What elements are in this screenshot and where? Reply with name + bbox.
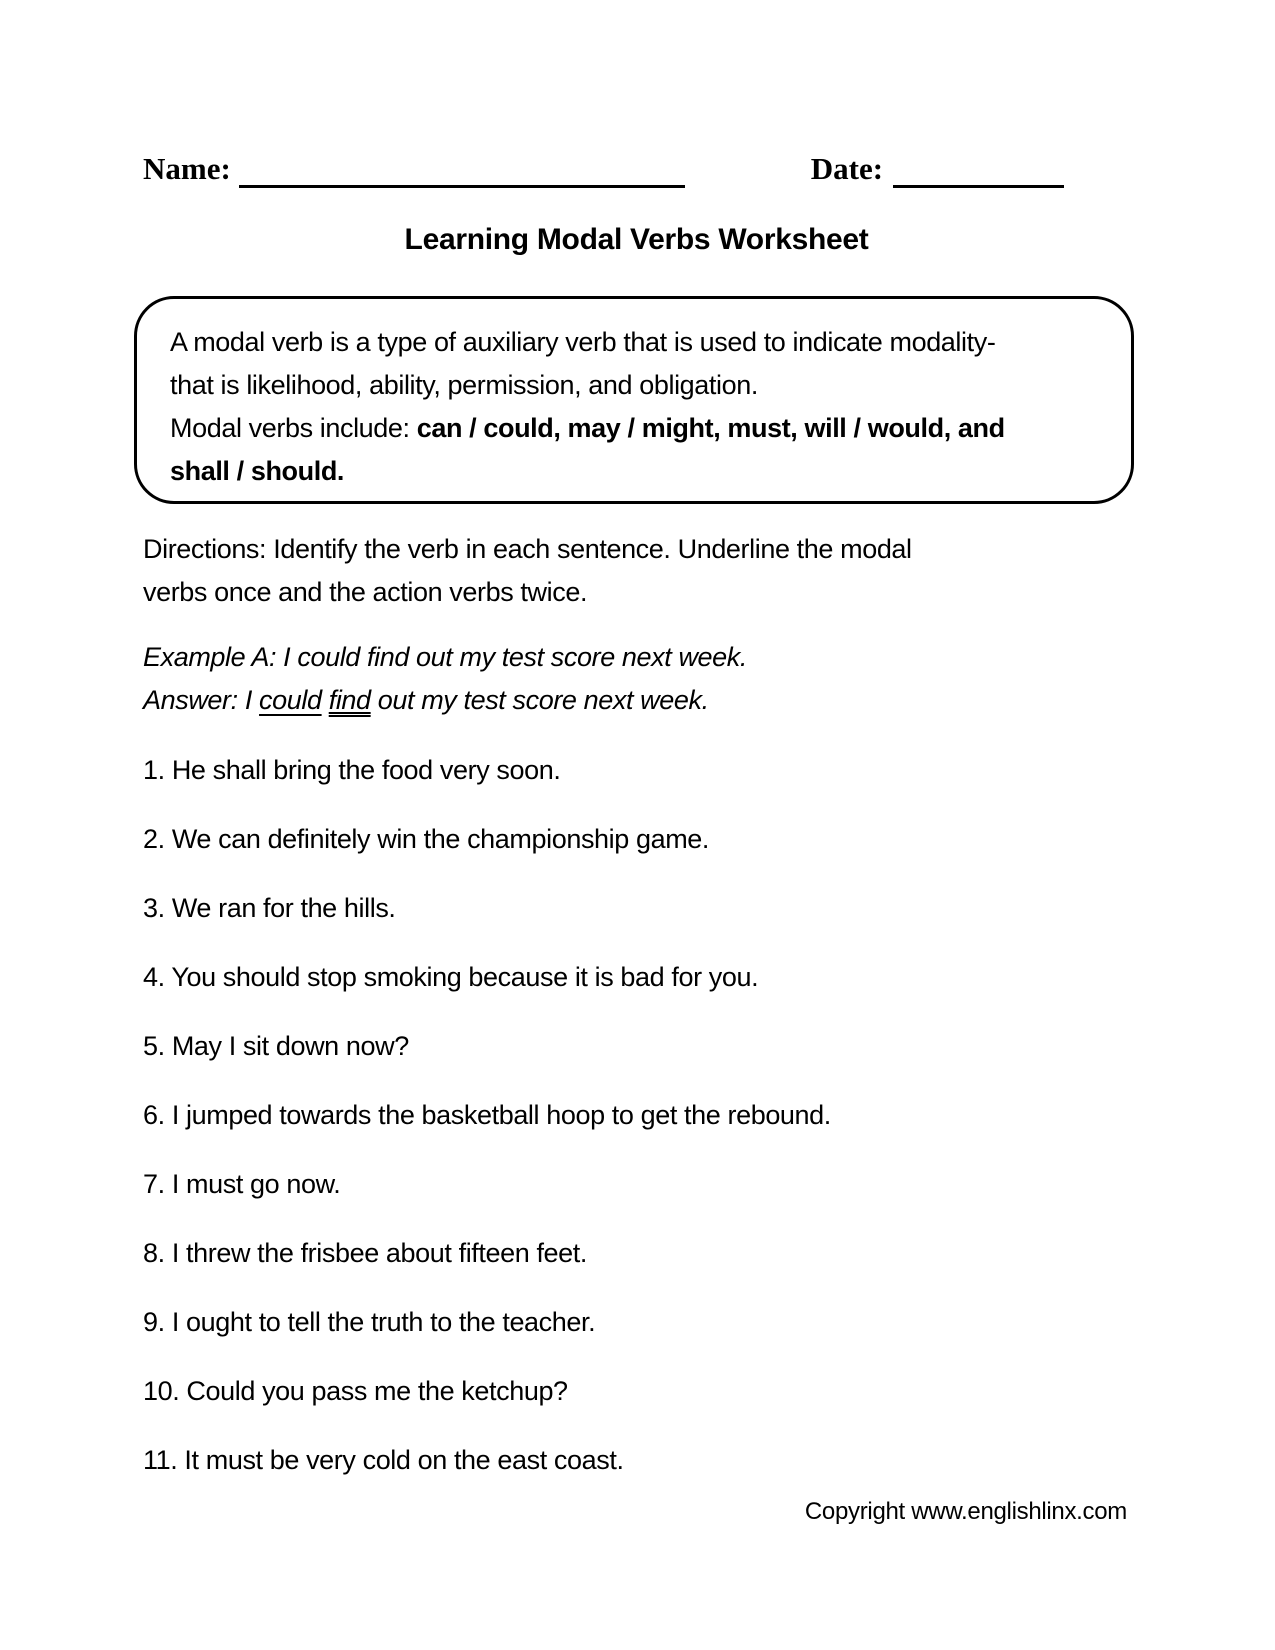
answer-gap [322,685,329,715]
sentence-item-6: 6. I jumped towards the basketball hoop to get the rebound. [143,1100,831,1130]
example-block [143,636,1130,722]
example-line: Example A: I could find out my test score next week. [143,642,747,672]
name-label: Name: [143,151,231,186]
date-label: Date: [810,151,884,186]
sentence-item-9: 9. I ought to tell the truth to the teacher. [143,1307,596,1337]
sentence-item-1: 1. He shall bring the food very soon. [143,755,561,785]
answer-suffix: out my test score next week. [370,685,709,715]
directions-line: Directions: Identify the verb in each sentence. Underline the modal [143,534,912,564]
directions-line: verbs once and the action verbs twice. [143,577,588,607]
date-blank-field[interactable] [893,165,1064,188]
header-row [143,0,1130,188]
definition-line-bold: can / could, may / might, must, will / would, and [416,413,1005,443]
answer-action-double-underlined: find [328,685,371,715]
directions-text [143,528,1130,614]
answer-modal-underlined: could [259,685,322,715]
sentence-item-8: 8. I threw the frisbee about fifteen feet. [143,1238,587,1268]
sentence-item-10: 10. Could you pass me the ketchup? [143,1376,568,1406]
answer-line [143,679,1130,722]
definition-line-bold: shall / should. [170,456,345,486]
sentence-list [143,755,1130,1475]
definition-box [134,296,1134,504]
definition-line: A modal verb is a type of auxiliary verb that is used to indicate modality- [170,327,996,357]
definition-line: that is likelihood, ability, permission, and obligation. [170,370,758,400]
sentence-item-2: 2. We can definitely win the championship game. [143,824,710,854]
answer-prefix: Answer: I [143,685,260,715]
name-blank-field[interactable] [239,165,685,188]
copyright-text: Copyright www.englishlinx.com [804,1498,1127,1525]
sentence-item-3: 3. We ran for the hills. [143,893,396,923]
sentence-item-7: 7. I must go now. [143,1169,341,1199]
sentence-item-5: 5. May I sit down now? [143,1031,409,1061]
sentence-item-11: 11. It must be very cold on the east coast. [143,1445,624,1475]
definition-line [170,407,1098,450]
sentence-item-4: 4. You should stop smoking because it is bad for you. [143,962,759,992]
page-title: Learning Modal Verbs Worksheet [404,223,869,256]
definition-line-normal: Modal verbs include: [170,413,417,443]
